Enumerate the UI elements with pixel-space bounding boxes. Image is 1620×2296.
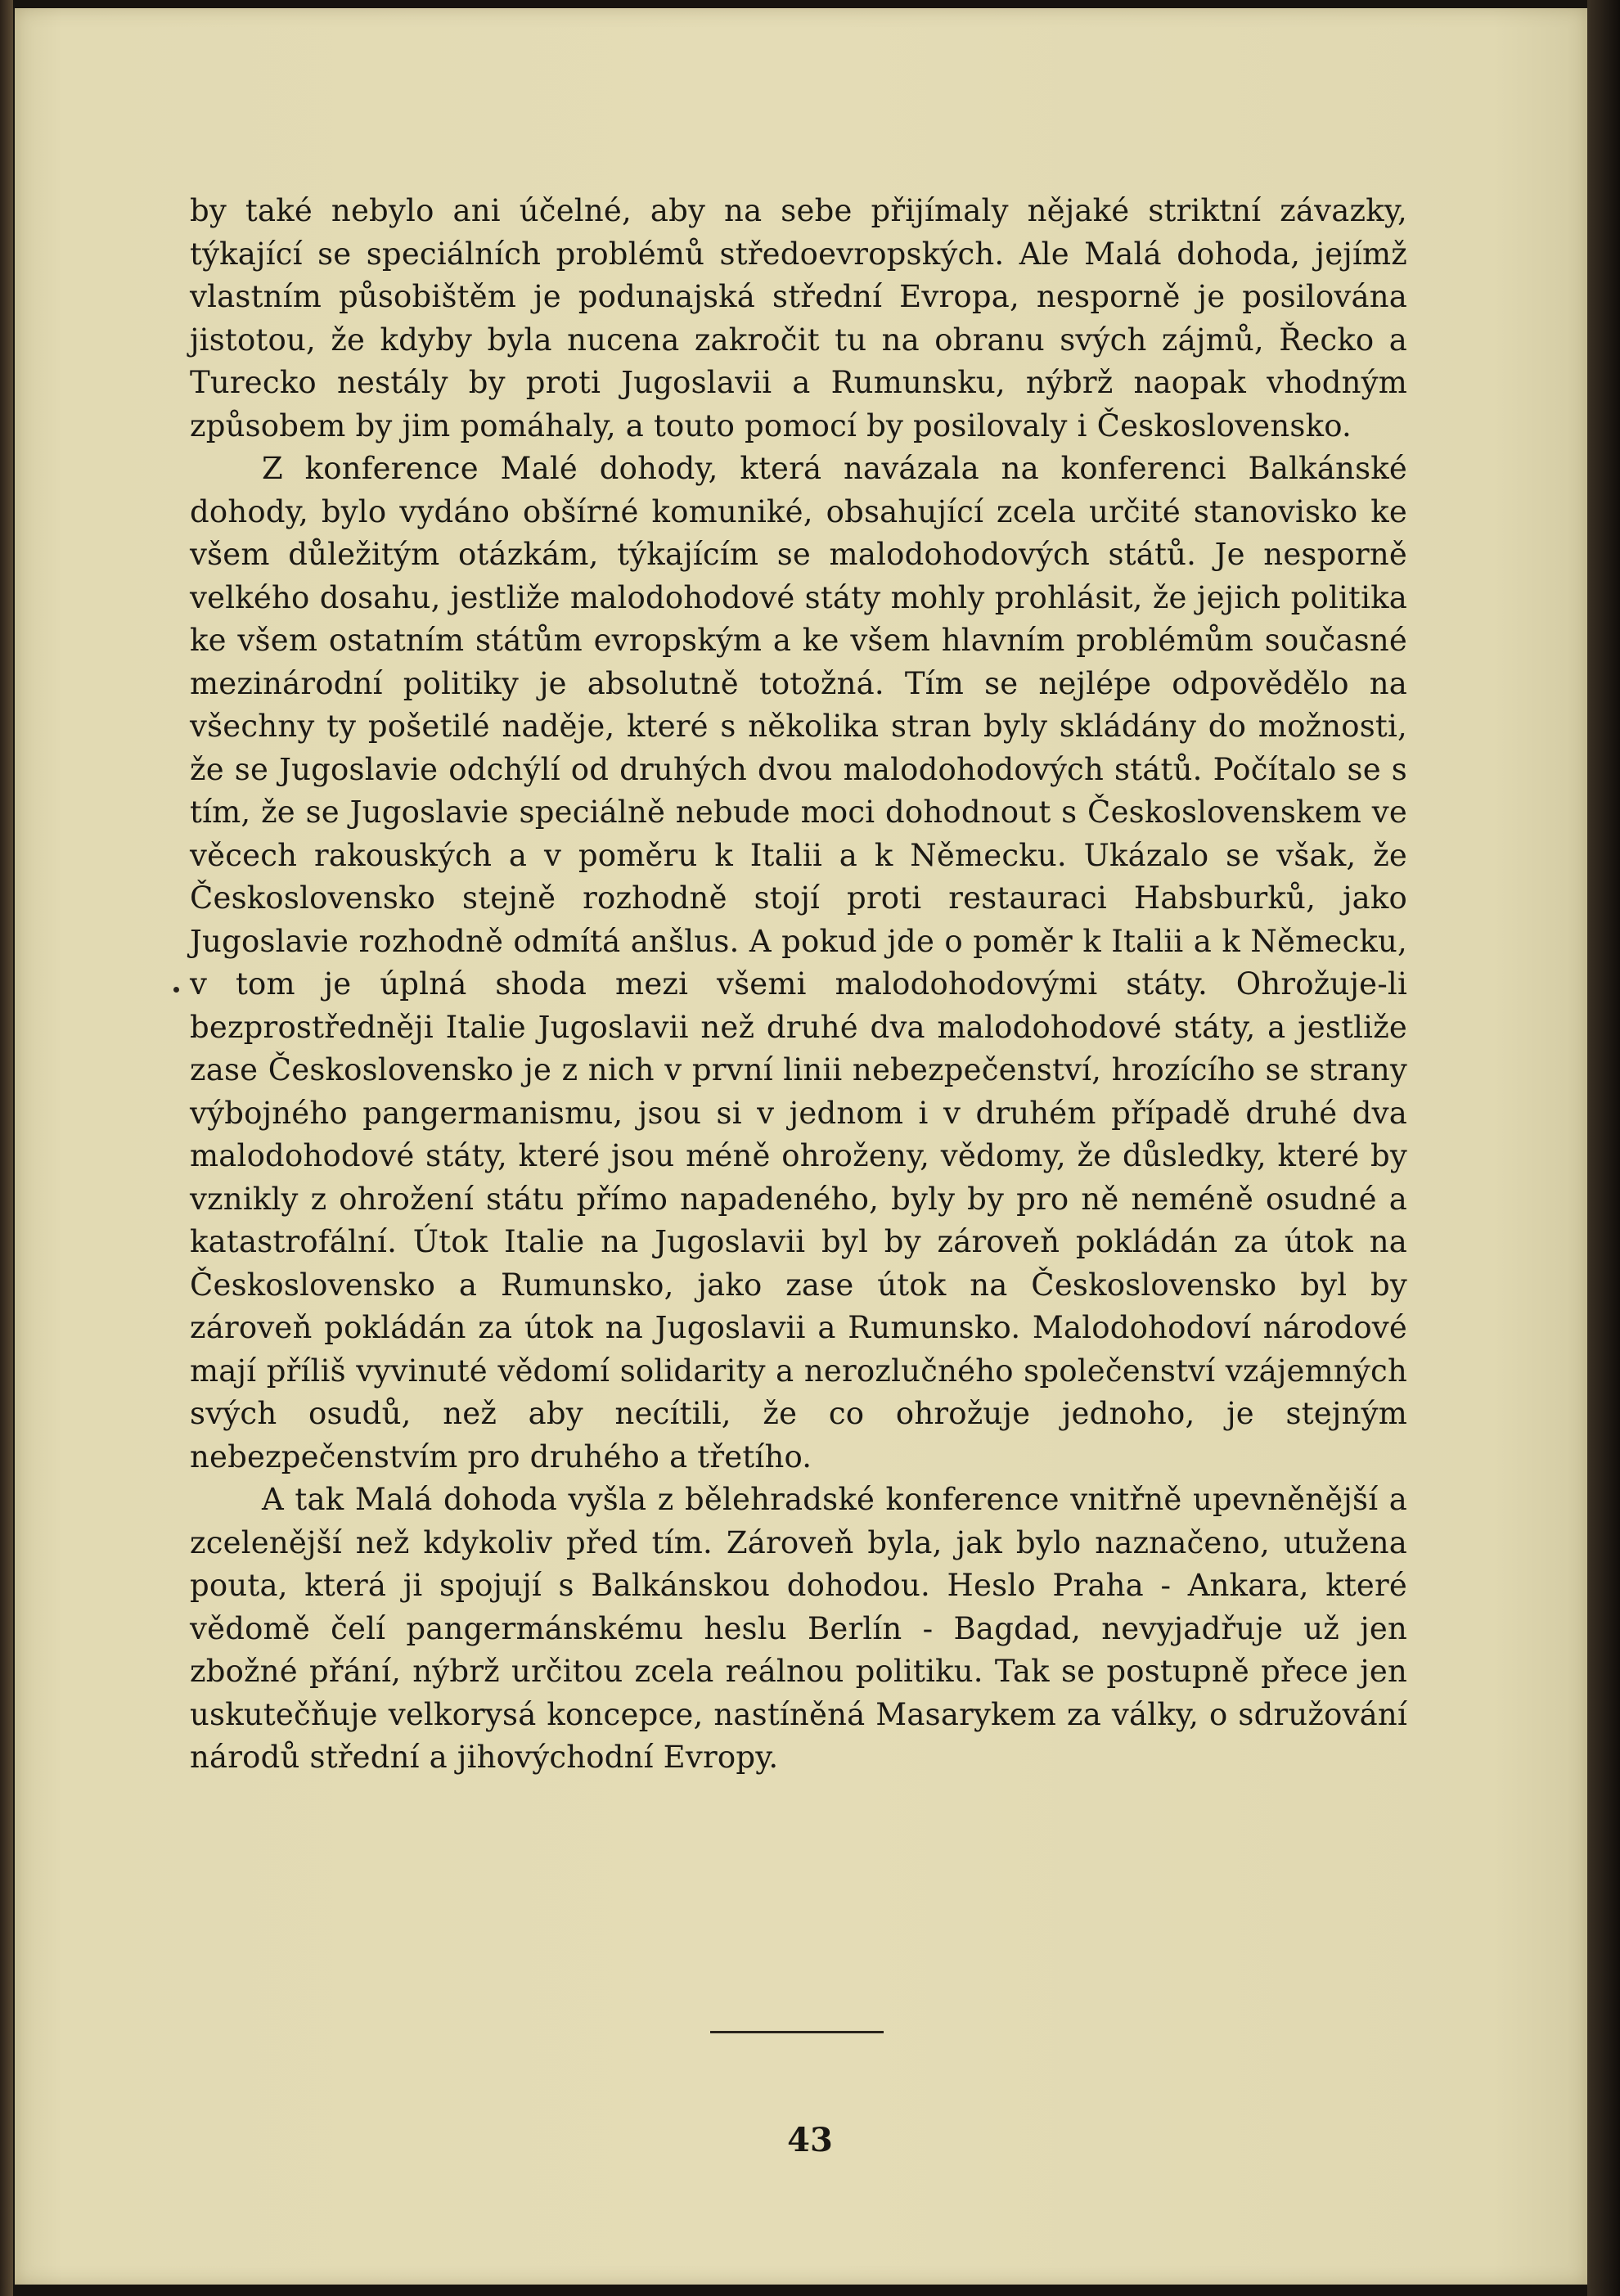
page-number: 43 [787,2121,833,2159]
margin-mark [173,987,179,993]
book-binding-edge [0,0,13,2296]
section-divider [710,2031,884,2033]
paragraph-conclusion: A tak Malá dohoda vyšla z bělehradské konference vnitřně upevněnější a zcelenější než kdykoliv před tím. Zároveň byla, jak bylo naznačeno, utužena pouta, která ji spojují s Balkánskou dohodou. Heslo Praha - Ankara, které vědomě čelí pangermánskému heslu Berlín - Bagdad, nevyjadřuje už jen zbožné přání, nýbrž určitou zcela reálnou politiku. Tak se postupně přece jen uskutečňuje velkorysá koncepce, nastíněná Masarykem za války, o sdružování národů střední a jihovýchodní Evropy. [190,1482,1407,1775]
paragraph-continuation: by také nebylo ani účelné, aby na sebe přijímaly nějaké striktní závazky, týkající se speciálních problémů středoevropských. Ale Malá dohoda, jejímž vlastním působištěm je podunajská střední Evropa, nesporně je posilována jistotou, že kdyby byla nucena zakročit tu na obranu svých zájmů, Řecko a Turecko nestály by proti Jugoslavii a Rumunsku, nýbrž naopak vhodným způsobem by jim pomáhaly, a touto pomocí by posilovaly i Československo. [190,193,1407,443]
body-text [190,190,1407,1780]
paragraph-conference: Z konference Malé dohody, která navázala na konferenci Balkánské dohody, bylo vydáno obšírné komuniké, obsahující zcela určité stanovisko ke všem důležitým otázkám, týkajícím se malodohodových států. Je nesporně velkého dosahu, jestliže malodohodové státy mohly prohlásit, že jejich politika ke všem ostatním státům evropským a ke všem hlavním problémům současné mezinárodní politiky je absolutně totožná. Tím se nejlépe odpovědělo na všechny ty pošetilé naděje, které s několika stran byly skládány do možnosti, že se Jugoslavie odchýlí od druhých dvou malodohodových států. Počítalo se s tím, že se Jugoslavie speciálně nebude moci dohodnout s Československem ve věcech rakouských a v poměru k Italii a k Německu. Ukázalo se však, že Československo stejně rozhodně stojí proti restauraci Habsburků, jako Jugoslavie rozhodně odmítá anšlus. A pokud jde o poměr k Italii a k Německu, v tom je úplná shoda mezi všemi malodohodovými státy. Ohrožuje-li bezprostředněji Italie Jugoslavii než druhé dva malodohodové státy, a jestliže zase Československo je z nich v první linii nebezpečenství, hrozícího se strany výbojného pangermanismu, jsou si v jednom i v druhém případě druhé dva malodohodové státy, které jsou méně ohroženy, vědomy, že důsledky, které by vznikly z ohrožení státu přímo napadeného, byly by pro ně neméně osudné a katastrofální. Útok Italie na Jugoslavii byl by zároveň pokládán za útok na Československo a Rumunsko, jako zase útok na Československo byl by zároveň pokládán za útok na Jugoslavii a Rumunsko. Malodohodoví národové mají příliš vyvinuté vědomí solidarity a nerozlučného společenství vzájemných svých osudů, než aby necítili, že co ohrožuje jednoho, je stejným nebezpečenstvím pro druhého a třetího. [190,451,1407,1474]
page-right-edge [1587,0,1620,2296]
